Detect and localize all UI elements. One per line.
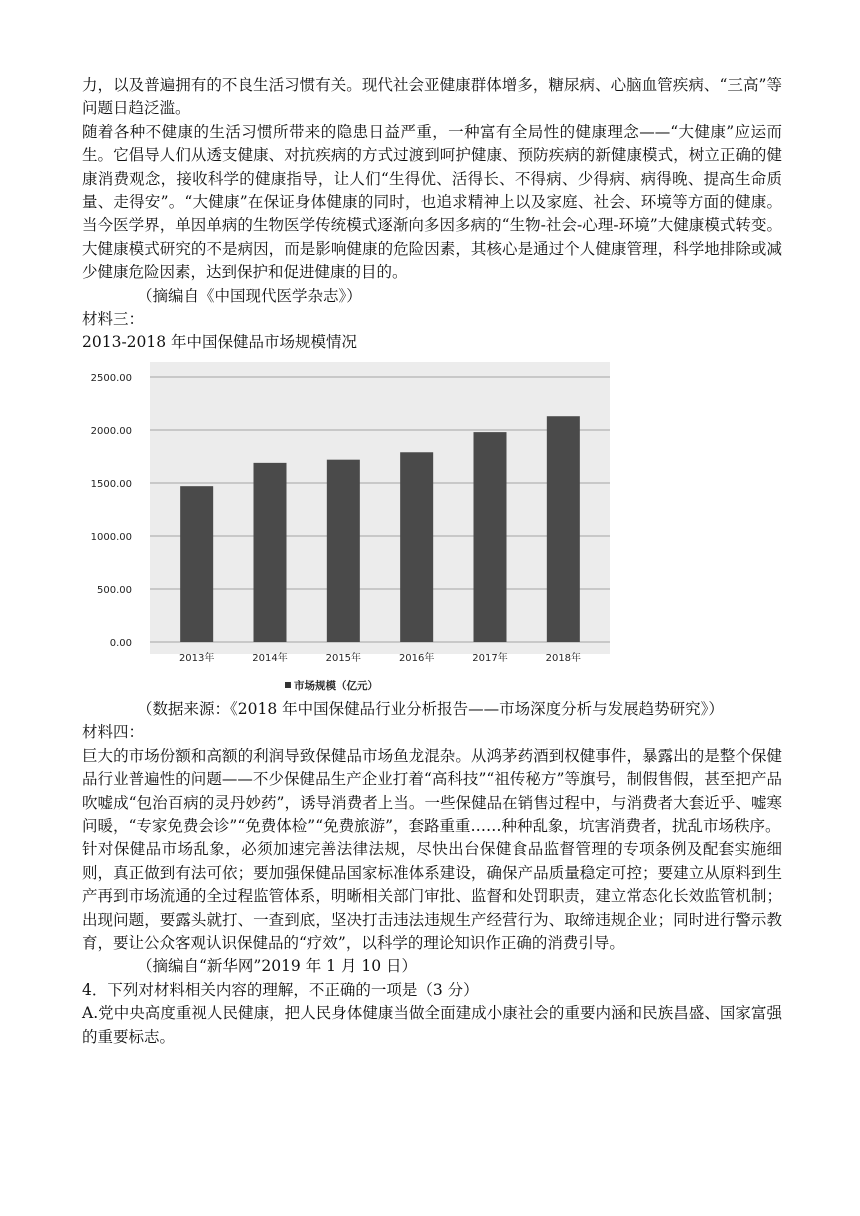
legend-swatch xyxy=(285,682,291,688)
y-tick-label: 1500.00 xyxy=(90,478,132,490)
bar xyxy=(474,432,507,642)
chart-caption: 2013-2018 年中国保健品市场规模情况 xyxy=(82,333,358,352)
y-tick-label: 1000.00 xyxy=(90,531,132,543)
bar xyxy=(327,460,360,642)
material-label: 材料三： xyxy=(82,310,145,329)
document-page xyxy=(82,74,782,1049)
source-citation: （摘编自“新华网”2019 年 1 月 10 日） xyxy=(137,957,418,976)
y-tick-label: 2500.00 xyxy=(90,372,132,384)
paragraph: 力，以及普遍拥有的不良生活习惯有关。现代社会亚健康群体增多，糖尿病、心脑血管疾病、“三高”等问题日趋泛滥。 xyxy=(82,76,782,118)
bar xyxy=(547,416,580,642)
paragraph: 针对保健品市场乱象，必须加速完善法律法规，尽快出台保健食品监督管理的专项条例及配套实施细则，真正做到有法可依；要加强保健品国家标准体系建设，确保产品质量稳定可控；要建立从原料到生产再到市场流通的全过程监管体系，明晰相关部门审批、监督和处罚职责，建立常态化长效监管机制；出现问题，要露头就打、一查到底，坚决打击违法违规生产经营行为、取缔违规企业；同时进行警示教育，要让公众客观认识保健品的“疗效”，以科学的理论知识作正确的消费引导。 xyxy=(82,840,782,952)
paragraph: 巨大的市场份额和高额的利润导致保健品市场鱼龙混杂。从鸿茅药酒到权健事件，暴露出的是整个保健品行业普遍性的问题——不少保健品生产企业打着“高科技”“祖传秘方”等旗号，制假售假，甚至把产品吹嘘成“包治百病的灵丹妙药”，诱导消费者上当。一些保健品在销售过程中，与消费者大套近乎、嘘寒问暖，“专家免费会诊”“免费体检”“免费旅游”，套路重重……种种乱象，坑害消费者，扰乱市场秩序。 xyxy=(82,746,782,835)
plot-background xyxy=(150,362,610,654)
legend-label: 市场规模（亿元） xyxy=(294,679,378,692)
paragraph: 随着各种不健康的生活习惯所带来的隐患日益严重，一种富有全局性的健康理念——“大健康”应运而生。它倡导人们从透支健康、对抗疾病的方式过渡到呵护健康、预防疾病的新健康模式，树立正确的健康消费观念，接收科学的健康指导，让人们“生得优、活得长、不得病、少得病、病得晚、提高生命质量、走得安”。“大健康”在保证身体健康的同时，也追求精神上以及家庭、社会、环境等方面的健康。当今医学界，单因单病的生物医学传统模式逐渐向多因多病的“生物-社会-心理-环境”大健康模式转变。大健康模式研究的不是病因，而是影响健康的危险因素，其核心是通过个人健康管理，科学地排除或减少健康危险因素，达到保护和促进健康的目的。 xyxy=(82,122,782,282)
x-tick-label: 2016年 xyxy=(398,652,435,664)
x-tick-label: 2014年 xyxy=(252,652,288,664)
y-tick-label: 500.00 xyxy=(97,584,132,596)
data-source: （数据来源：《2018 年中国保健品行业分析报告——市场深度分析与发展趋势研究》） xyxy=(137,699,724,718)
bar xyxy=(254,463,287,642)
bar-chart xyxy=(82,359,612,694)
x-tick-label: 2015年 xyxy=(325,652,362,664)
y-tick-label: 0.00 xyxy=(109,637,132,649)
source-citation: （摘编自《中国现代医学杂志》） xyxy=(137,286,362,305)
x-tick-label: 2018年 xyxy=(545,652,582,664)
question-stem: 4．下列对材料相关内容的理解，不正确的一项是（3 分） xyxy=(82,980,479,999)
y-tick-label: 2000.00 xyxy=(90,425,132,437)
material-label: 材料四： xyxy=(82,723,145,742)
chart-svg xyxy=(82,359,612,694)
bar xyxy=(180,486,213,642)
x-tick-label: 2017年 xyxy=(472,652,508,664)
x-tick-label: 2013年 xyxy=(178,652,215,664)
bar xyxy=(400,452,433,642)
option-a: A.党中央高度重视人民健康，把人民身体健康当做全面建成小康社会的重要内涵和民族昌盛、国家富强的重要标志。 xyxy=(82,1004,782,1046)
